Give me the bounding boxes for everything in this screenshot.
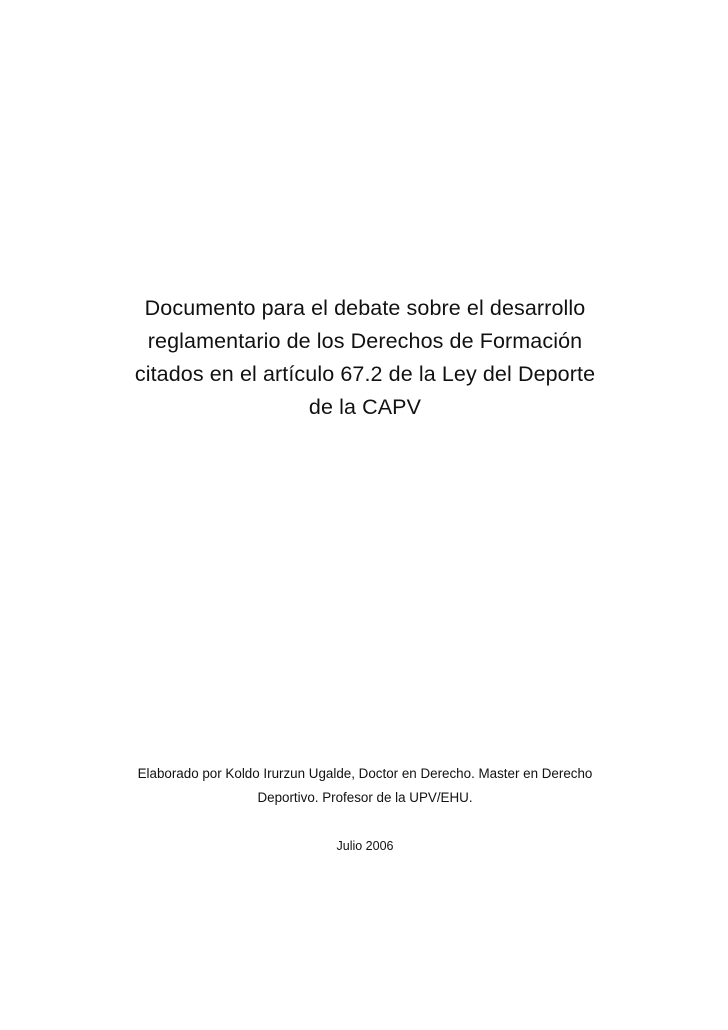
author-line-2: Deportivo. Profesor de la UPV/EHU. — [257, 790, 473, 805]
author-credit — [100, 762, 630, 810]
document-title — [100, 292, 630, 424]
title-line-3: citados en el artículo 67.2 de la Ley del Deporte — [134, 362, 596, 386]
document-date: Julio 2006 — [336, 839, 394, 853]
title-line-4: de la CAPV — [308, 395, 422, 419]
title-line-2: reglamentario de los Derechos de Formación — [147, 329, 583, 353]
author-line-1: Elaborado por Koldo Irurzun Ugalde, Doctor en Derecho. Master en Derecho — [137, 766, 593, 781]
title-line-1: Documento para el debate sobre el desarrollo — [144, 296, 586, 320]
